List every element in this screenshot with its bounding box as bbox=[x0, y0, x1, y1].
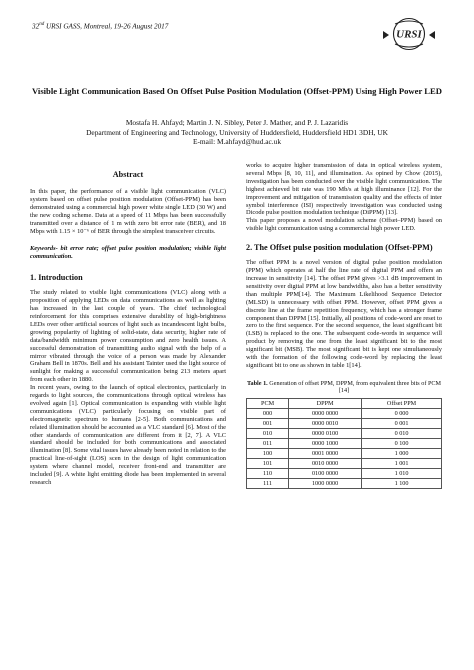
table-cell: 010 bbox=[247, 429, 289, 439]
table-row bbox=[247, 419, 442, 429]
author-block bbox=[30, 118, 444, 147]
table-1-label: Table 1. bbox=[246, 379, 268, 387]
table-cell: 111 bbox=[247, 479, 289, 489]
table-cell: 0000 0000 bbox=[289, 409, 362, 419]
table-cell: 0 010 bbox=[362, 429, 442, 439]
section-1-paragraph-2: In recent years, owing to the launch of optical electronics, particularly in regards to light sources, the communications through optical wireless has evolved again [1]. Optical communication is expanding with visible light communications (VLC) particularly focusing on visible part of electromagnetic spectrum to humans [2-5]. Both communications and related illumination should be accounted as a VLC standard [6]. Most of the other standards of communication are different from it [2, 7]. A VLC standard should be included for both communications and associated illumination [8]. Some vital issues have already been noted in relation to the practical line-of-sight (LOS) scen in the design of light communication system where channel model, receiver front-end and transmitter are included [9]. A white light emitting diode has been implemented in several research bbox=[30, 384, 226, 486]
section-1-paragraph-1: The study related to visible light communications (VLC) along with a proposition of applying LEDs on data communications as well as lighting has increased in the last couple of years. The chief technological reinforcement for this comprises extensive durability of high-brightness LEDs over other artificial sources of light such as incandescent light bulbs, growing popularity of lighting of solid-state, data security, higher rate of data/bandwidth minimum power consumption and zero health issues. A successful demonstration of transmitting audio signal with the help of a mirror vibrated through the voice of a person was made by Alexander Graham Bell in 1870s. Bell and his assistant Tainter used the light source of sunlight for making a successful communication being 213 meters apart from each other in 1880. bbox=[30, 289, 226, 384]
table-cell: 011 bbox=[247, 439, 289, 449]
table-cell: 0000 0010 bbox=[289, 419, 362, 429]
ursi-logo bbox=[380, 16, 438, 52]
table-cell: 1 100 bbox=[362, 479, 442, 489]
conference-header bbox=[32, 22, 168, 30]
right-column bbox=[246, 162, 442, 489]
table-row bbox=[247, 429, 442, 439]
table-header-cell: DPPM bbox=[289, 399, 362, 409]
table-1 bbox=[246, 398, 442, 489]
table-cell: 0 000 bbox=[362, 409, 442, 419]
table-row bbox=[247, 439, 442, 449]
table-row bbox=[247, 449, 442, 459]
table-cell: 1 010 bbox=[362, 469, 442, 479]
table-row bbox=[247, 479, 442, 489]
table-cell: 110 bbox=[247, 469, 289, 479]
paper-title: Visible Light Communication Based On Offset Pulse Position Modulation (Offset-PPM) Using High Power LED bbox=[32, 86, 442, 96]
abstract-text: In this paper, the performance of a visible light communication (VLC) system based on offset pulse position modulation (Offset-PPM) has been demonstrated using a commercial high power white single LED (30 W) and the new coding scheme. Data at a speed of 11 Mbps has been successfully transmitted over a distance of 1 m with zero bit error rate (BER), and 18 Mbps with 1.15 × 10⁻⁶ of BER through the simplest transceiver circuits. bbox=[30, 188, 226, 235]
right-paragraph-1: works to acquire higher transmission of data in optical wireless system, several Mbps [8, 10, 11], and illumination. As opined by Chow (2015), investigation has been conducted over the visible light communication. The highest achieved bit rate was 190 Mb/s at high illuminance [12]. For the improvement and mitigation of transmission quality and the effects of inter symbol interference (ISI) respectively investigation was conducted using Dicode pulse position modulation technique (DiPPM) [13]. bbox=[246, 162, 442, 217]
section-1-heading: 1. Introduction bbox=[30, 273, 83, 283]
section-2-paragraph: The offset PPM is a novel version of digital pulse position modulation (PPM) which operates at half the line rate of digital PPM and offers an increase in sensitivity [14]. The offset PPM gives >3.1 dB improvement in sensitivity over digital PPM at low bandwidths, also has a better sensitivity than multiple PPM[14]. The Maximum Likelihood Sequence Detector (MLSD) is unnecessary with offset PPM. However, offset PPM gives a discrete line at the frame repetition frequency, which has a stronger frame component than DPPM [15]. Initially, all positions of code-word are reset to zero to the first sequence. For the second sequence, the least significant bit (LSB) is replaced to the one. The subsequent code-words in sequence will product by removing the one from the least significant bit to the most significant bit (MSB). The most significant bit is kept one simultaneously with the formation of the following code-word by replacing the least significant bit to one as shown in table 1[14]. bbox=[246, 259, 442, 369]
table-cell: 0000 1000 bbox=[289, 439, 362, 449]
table-cell: 0000 0100 bbox=[289, 429, 362, 439]
author-email: E-mail: M.ahfayd@hud.ac.uk bbox=[192, 137, 282, 147]
table-cell: 0010 0000 bbox=[289, 459, 362, 469]
svg-text:URSI: URSI bbox=[396, 28, 422, 41]
author-names: Mostafa H. Ahfayd; Martin J. N. Sibley, Peter J. Mather, and P. J. Lazaridis bbox=[125, 118, 349, 127]
table-header-cell: PCM bbox=[247, 399, 289, 409]
table-cell: 001 bbox=[247, 419, 289, 429]
table-cell: 0001 0000 bbox=[289, 449, 362, 459]
table-cell: 1 001 bbox=[362, 459, 442, 469]
table-cell: 1000 0000 bbox=[289, 479, 362, 489]
table-cell: 1 000 bbox=[362, 449, 442, 459]
table-row bbox=[247, 409, 442, 419]
conference-name: URSI GASS, Montreal, 19-26 August 2017 bbox=[44, 22, 169, 31]
right-paragraph-2: This paper proposes a novel modulation scheme (Offset–PPM) based on visible light communication using a commercial high power LED. bbox=[246, 217, 442, 233]
left-column bbox=[30, 170, 226, 487]
section-2-heading: 2. The Offset pulse position modulation (Offset-PPM) bbox=[246, 243, 433, 253]
ursi-logo-emblem bbox=[383, 19, 435, 50]
table-header-cell: Offset PPM bbox=[362, 399, 442, 409]
table-1-caption bbox=[246, 380, 442, 395]
author-affiliation: Department of Engineering and Technology, University of Huddersfield, Huddersfield HD1 3DH, UK bbox=[86, 127, 388, 137]
table-cell: 0 001 bbox=[362, 419, 442, 429]
conference-ordinal: nd bbox=[39, 22, 45, 27]
table-cell: 0 100 bbox=[362, 439, 442, 449]
table-1-caption-text: Generation of offset PPM, DPPM, from equivalent three bits of PCM [14] bbox=[267, 379, 442, 395]
table-cell: 101 bbox=[247, 459, 289, 469]
table-cell: 100 bbox=[247, 449, 289, 459]
table-cell: 000 bbox=[247, 409, 289, 419]
table-row bbox=[247, 459, 442, 469]
table-cell: 0100 0000 bbox=[289, 469, 362, 479]
abstract-heading: Abstract bbox=[112, 170, 144, 179]
table-header-row bbox=[247, 399, 442, 409]
keywords: Keywords- bit error rate; offset pulse position modulation; visible light communication. bbox=[30, 245, 226, 261]
conference-number: 32 bbox=[32, 22, 40, 31]
table-row bbox=[247, 469, 442, 479]
